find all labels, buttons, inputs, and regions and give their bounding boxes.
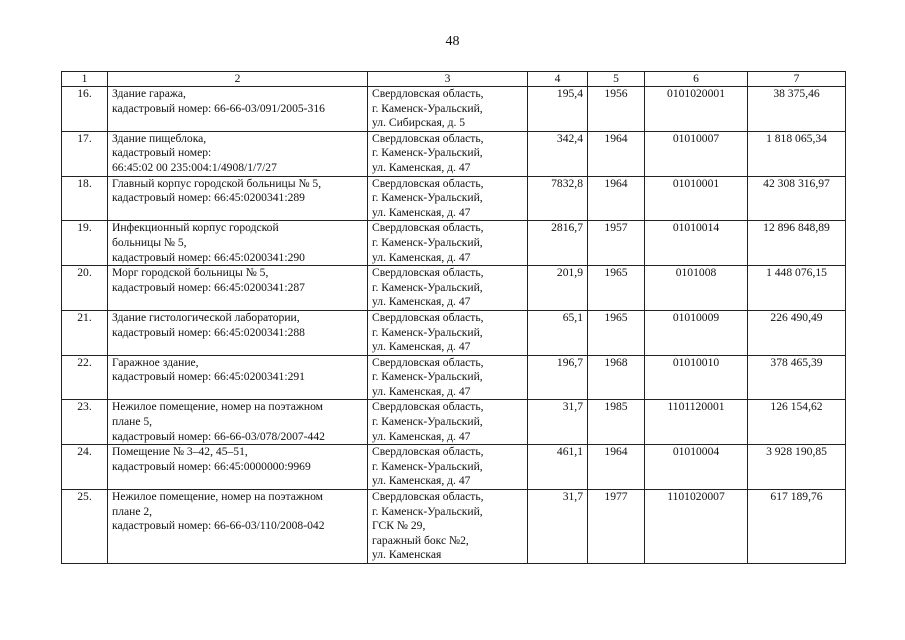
cost-cell: 378 465,39 [748, 355, 846, 400]
address-cell [368, 176, 528, 221]
column-header: 6 [645, 72, 748, 87]
row-number-cell: 19. [62, 221, 108, 266]
object-name-cell-line: кадастровый номер: 66-66-03/091/2005-316 [112, 101, 325, 115]
address-cell-line: ул. Каменская, д. 47 [372, 429, 471, 443]
area-cell: 2816,7 [528, 221, 588, 266]
address-cell-line: Свердловская область, [372, 176, 484, 190]
year-cell: 1977 [588, 490, 645, 564]
object-name-cell [108, 310, 368, 355]
address-cell [368, 87, 528, 132]
object-name-cell-line: кадастровый номер: 66-66-03/078/2007-442 [112, 429, 325, 443]
row-number-cell: 23. [62, 400, 108, 445]
object-name-cell-line: Морг городской больницы № 5, [112, 266, 269, 280]
area-cell: 195,4 [528, 87, 588, 132]
year-cell: 1957 [588, 221, 645, 266]
property-registry-table [61, 71, 846, 564]
object-name-cell-line: больницы № 5, [112, 235, 187, 249]
address-cell-line: ул. Каменская, д. 47 [372, 205, 471, 219]
object-name-cell-line: Помещение № 3–42, 45–51, [112, 445, 248, 459]
object-name-cell-line: Здание гистологической лаборатории, [112, 310, 300, 324]
address-cell-line: ул. Каменская [372, 548, 442, 562]
row-number-cell: 17. [62, 131, 108, 176]
object-name-cell-line: 66:45:02 00 235:004:1/4908/1/7/27 [112, 160, 277, 174]
inventory-code-cell: 01010009 [645, 310, 748, 355]
cost-cell: 12 896 848,89 [748, 221, 846, 266]
object-name-cell [108, 445, 368, 490]
row-number-cell: 20. [62, 266, 108, 311]
inventory-code-cell: 01010001 [645, 176, 748, 221]
cost-cell: 42 308 316,97 [748, 176, 846, 221]
address-cell-line: г. Каменск-Уральский, [372, 504, 483, 518]
year-cell: 1985 [588, 400, 645, 445]
object-name-cell-line: Инфекционный корпус городской [112, 221, 279, 235]
address-cell-line: ул. Каменская, д. 47 [372, 250, 471, 264]
column-header: 7 [748, 72, 846, 87]
table-row [62, 266, 846, 311]
table-row [62, 310, 846, 355]
cost-cell: 226 490,49 [748, 310, 846, 355]
address-cell-line: Свердловская область, [372, 221, 484, 235]
inventory-code-cell: 1101020007 [645, 490, 748, 564]
address-cell-line: г. Каменск-Уральский, [372, 101, 483, 115]
address-cell-line: ул. Каменская, д. 47 [372, 340, 471, 354]
area-cell: 65,1 [528, 310, 588, 355]
area-cell: 342,4 [528, 131, 588, 176]
object-name-cell-line: Нежилое помещение, номер на поэтажном [112, 400, 323, 414]
address-cell-line: Свердловская область, [372, 445, 484, 459]
object-name-cell-line: кадастровый номер: 66:45:0200341:291 [112, 370, 305, 384]
column-header: 2 [108, 72, 368, 87]
address-cell-line: ул. Каменская, д. 47 [372, 295, 471, 309]
address-cell-line: Свердловская область, [372, 266, 484, 280]
table-row [62, 400, 846, 445]
area-cell: 196,7 [528, 355, 588, 400]
address-cell-line: гаражный бокс №2, [372, 533, 469, 547]
object-name-cell-line: кадастровый номер: 66:45:0200341:287 [112, 280, 305, 294]
address-cell-line: Свердловская область, [372, 355, 484, 369]
address-cell [368, 445, 528, 490]
column-header: 5 [588, 72, 645, 87]
year-cell: 1965 [588, 310, 645, 355]
table-row [62, 490, 846, 564]
object-name-cell-line: кадастровый номер: 66:45:0200341:288 [112, 325, 305, 339]
area-cell: 461,1 [528, 445, 588, 490]
address-cell [368, 221, 528, 266]
inventory-code-cell: 01010014 [645, 221, 748, 266]
address-cell-line: ГСК № 29, [372, 519, 426, 533]
object-name-cell [108, 490, 368, 564]
address-cell-line: г. Каменск-Уральский, [372, 370, 483, 384]
object-name-cell-line: кадастровый номер: 66:45:0200341:289 [112, 191, 305, 205]
table-row [62, 87, 846, 132]
column-header: 3 [368, 72, 528, 87]
address-cell-line: г. Каменск-Уральский, [372, 235, 483, 249]
object-name-cell-line: Нежилое помещение, номер на поэтажном [112, 490, 323, 504]
address-cell-line: Свердловская область, [372, 490, 484, 504]
row-number-cell: 16. [62, 87, 108, 132]
area-cell: 31,7 [528, 490, 588, 564]
address-cell-line: г. Каменск-Уральский, [372, 280, 483, 294]
object-name-cell [108, 131, 368, 176]
object-name-cell [108, 176, 368, 221]
address-cell-line: ул. Сибирская, д. 5 [372, 116, 466, 130]
address-cell [368, 131, 528, 176]
column-number-row [62, 72, 846, 87]
inventory-code-cell: 0101020001 [645, 87, 748, 132]
inventory-code-cell: 01010007 [645, 131, 748, 176]
area-cell: 7832,8 [528, 176, 588, 221]
year-cell: 1964 [588, 131, 645, 176]
area-cell: 31,7 [528, 400, 588, 445]
inventory-code-cell: 01010010 [645, 355, 748, 400]
object-name-cell [108, 221, 368, 266]
object-name-cell-line: Гаражное здание, [112, 355, 199, 369]
cost-cell: 3 928 190,85 [748, 445, 846, 490]
cost-cell: 1 448 076,15 [748, 266, 846, 311]
address-cell [368, 400, 528, 445]
table-row [62, 445, 846, 490]
address-cell [368, 266, 528, 311]
object-name-cell [108, 87, 368, 132]
object-name-cell-line: Главный корпус городской больницы № 5, [112, 176, 322, 190]
row-number-cell: 25. [62, 490, 108, 564]
table-row [62, 131, 846, 176]
year-cell: 1965 [588, 266, 645, 311]
table-row [62, 355, 846, 400]
address-cell-line: Свердловская область, [372, 131, 484, 145]
inventory-code-cell: 1101120001 [645, 400, 748, 445]
address-cell-line: Свердловская область, [372, 87, 484, 100]
object-name-cell [108, 400, 368, 445]
address-cell-line: ул. Каменская, д. 47 [372, 384, 471, 398]
area-cell: 201,9 [528, 266, 588, 311]
object-name-cell-line: кадастровый номер: 66:45:0200341:290 [112, 250, 305, 264]
year-cell: 1956 [588, 87, 645, 132]
address-cell-line: Свердловская область, [372, 400, 484, 414]
year-cell: 1964 [588, 176, 645, 221]
object-name-cell-line: Здание пищеблока, [112, 131, 207, 145]
inventory-code-cell: 0101008 [645, 266, 748, 311]
address-cell-line: г. Каменск-Уральский, [372, 325, 483, 339]
column-header: 1 [62, 72, 108, 87]
year-cell: 1968 [588, 355, 645, 400]
table-row [62, 221, 846, 266]
address-cell [368, 355, 528, 400]
object-name-cell-line: кадастровый номер: 66-66-03/110/2008-042 [112, 519, 325, 533]
year-cell: 1964 [588, 445, 645, 490]
table-row [62, 176, 846, 221]
cost-cell: 126 154,62 [748, 400, 846, 445]
object-name-cell-line: Здание гаража, [112, 87, 186, 100]
address-cell [368, 490, 528, 564]
address-cell-line: Свердловская область, [372, 310, 484, 324]
address-cell-line: г. Каменск-Уральский, [372, 191, 483, 205]
page-number: 48 [445, 34, 460, 49]
address-cell-line: г. Каменск-Уральский, [372, 415, 483, 429]
address-cell-line: г. Каменск-Уральский, [372, 146, 483, 160]
address-cell-line: ул. Каменская, д. 47 [372, 474, 471, 488]
object-name-cell [108, 266, 368, 311]
column-header: 4 [528, 72, 588, 87]
object-name-cell-line: кадастровый номер: [112, 146, 212, 160]
cost-cell: 1 818 065,34 [748, 131, 846, 176]
object-name-cell-line: кадастровый номер: 66:45:0000000:9969 [112, 459, 311, 473]
object-name-cell-line: плане 2, [112, 504, 153, 518]
cost-cell: 617 189,76 [748, 490, 846, 564]
row-number-cell: 22. [62, 355, 108, 400]
address-cell-line: г. Каменск-Уральский, [372, 459, 483, 473]
address-cell-line: ул. Каменская, д. 47 [372, 160, 471, 174]
object-name-cell-line: плане 5, [112, 415, 153, 429]
address-cell [368, 310, 528, 355]
row-number-cell: 24. [62, 445, 108, 490]
object-name-cell [108, 355, 368, 400]
row-number-cell: 18. [62, 176, 108, 221]
cost-cell: 38 375,46 [748, 87, 846, 132]
row-number-cell: 21. [62, 310, 108, 355]
inventory-code-cell: 01010004 [645, 445, 748, 490]
